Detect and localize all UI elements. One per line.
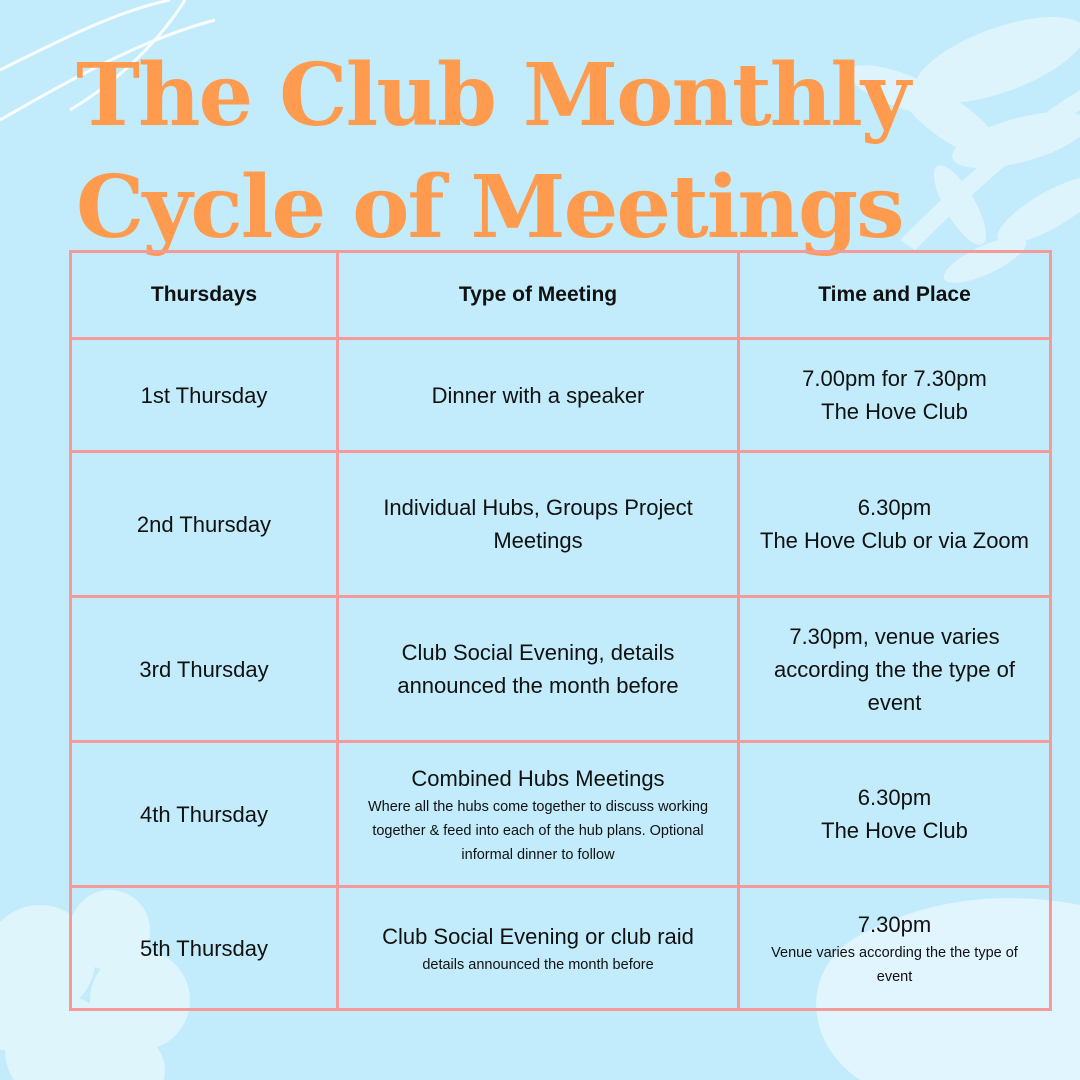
time-text: 6.30pm: [857, 785, 932, 810]
type-note: details announced the month before: [422, 956, 654, 973]
page-title: [76, 40, 976, 264]
day-cell: 5th Thursday: [71, 887, 338, 1010]
meetings-table: [69, 250, 1052, 1011]
place-text: The Hove Club: [821, 818, 968, 843]
type-cell: Club Social Evening, details announced the month before: [338, 597, 739, 742]
header-thursdays: Thursdays: [71, 252, 338, 339]
type-text: Combined Hubs Meetings: [411, 765, 665, 791]
time-text: 6.30pm: [857, 495, 932, 520]
time-place-cell: 7.30pm, venue varies according the the type of event: [739, 597, 1051, 742]
day-cell: 3rd Thursday: [71, 597, 338, 742]
header-type-of-meeting: Type of Meeting: [338, 252, 739, 339]
day-cell: 1st Thursday: [71, 339, 338, 452]
time-place-cell: [739, 339, 1051, 452]
table-row: [71, 597, 1051, 742]
time-place-cell: [739, 452, 1051, 597]
type-cell: [338, 887, 739, 1010]
time-text: 7.00pm for 7.30pm: [802, 366, 987, 391]
type-text: Club Social Evening or club raid: [382, 923, 694, 949]
place-note: Venue varies according the the type of event: [771, 944, 1018, 985]
type-note: Where all the hubs come together to discuss working together & feed into each of the hub plans. Optional informal dinner to follow: [367, 798, 709, 863]
type-cell: [338, 742, 739, 887]
place-text: The Hove Club: [821, 399, 968, 424]
table-header-row: [71, 252, 1051, 339]
table-row: [71, 742, 1051, 887]
table-row: [71, 339, 1051, 452]
place-text: The Hove Club or via Zoom: [760, 528, 1029, 553]
header-time-and-place: Time and Place: [739, 252, 1051, 339]
page-title-line-2: Cycle of Meetings: [76, 157, 903, 258]
day-cell: 4th Thursday: [71, 742, 338, 887]
type-cell: Individual Hubs, Groups Project Meetings: [338, 452, 739, 597]
time-place-cell: [739, 887, 1051, 1010]
type-cell: Dinner with a speaker: [338, 339, 739, 452]
day-cell: 2nd Thursday: [71, 452, 338, 597]
time-place-cell: [739, 742, 1051, 887]
page-title-line-1: The Club Monthly: [76, 45, 909, 146]
table-row: [71, 452, 1051, 597]
table-row: [71, 887, 1051, 1010]
time-text: 7.30pm: [857, 911, 932, 937]
